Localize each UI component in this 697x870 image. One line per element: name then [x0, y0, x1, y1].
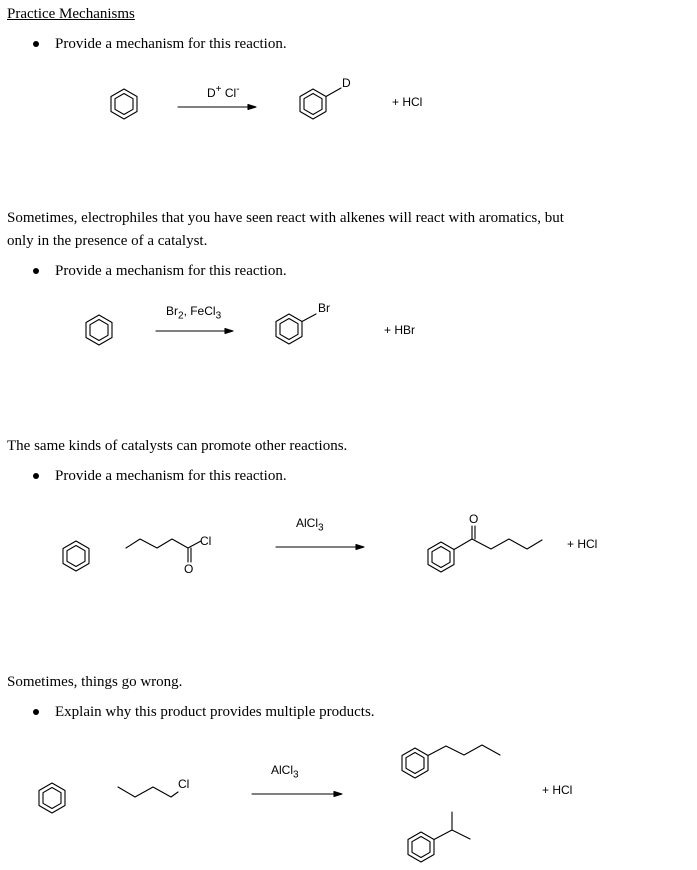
byproduct-2: + HBr [384, 323, 416, 337]
instruction-2: Provide a mechanism for this reaction. [55, 263, 287, 279]
isopropyl-chain [434, 830, 470, 840]
benzene-reactant-4 [39, 783, 65, 813]
reagents-4: AlCl$_3$ [271, 763, 299, 781]
product-atom-label-2: Br [318, 301, 330, 315]
reagents-3: AlCl$_3$ [296, 516, 324, 534]
benzene-product-4b [408, 832, 434, 862]
byproduct-3: + HCl [567, 537, 598, 551]
benzene-product-4a [402, 748, 428, 778]
ketone-chain [454, 539, 542, 550]
acyl-chloride-chain [126, 539, 201, 548]
benzene-reactant-3 [63, 541, 89, 571]
instruction-1: Provide a mechanism for this reaction. [55, 36, 287, 52]
instruction-3: Provide a mechanism for this reaction. [55, 468, 287, 484]
benzene-reactant-2 [86, 315, 112, 345]
benzene-product-2 [276, 314, 302, 344]
page-title: Practice Mechanisms [7, 6, 135, 22]
product-atom-label-1: D [342, 76, 351, 90]
benzene-product-1 [300, 89, 326, 119]
reactant-cl-label-4: Cl [178, 777, 190, 791]
byproduct-1: + HCl [392, 95, 423, 109]
intro-4: Sometimes, things go wrong. [7, 674, 183, 690]
benzene-product-3 [428, 542, 454, 572]
c-d-bond [326, 88, 341, 97]
reactant-o-label-3: O [184, 562, 194, 576]
intro-2-line-2: only in the presence of a catalyst. [7, 233, 208, 249]
c-br-bond [302, 314, 316, 322]
benzene-reactant-1 [111, 89, 137, 119]
reactant-cl-label-3: Cl [200, 534, 212, 548]
intro-2-line-1: Sometimes, electrophiles that you have seen react with alkenes will react with aromatics, but [7, 210, 564, 226]
reagents-1: D+ Cl- [207, 84, 240, 100]
byproduct-4: + HCl [542, 783, 573, 797]
intro-3: The same kinds of catalysts can promote other reactions. [7, 438, 348, 454]
reagents-2: $Br_2$, FeCl$_3$ [166, 304, 222, 322]
propyl-chain [428, 745, 500, 756]
instruction-4: Explain why this product provides multiple products. [55, 704, 375, 720]
product-o-label-3: O [469, 512, 479, 526]
alkyl-chloride-chain [118, 787, 178, 797]
